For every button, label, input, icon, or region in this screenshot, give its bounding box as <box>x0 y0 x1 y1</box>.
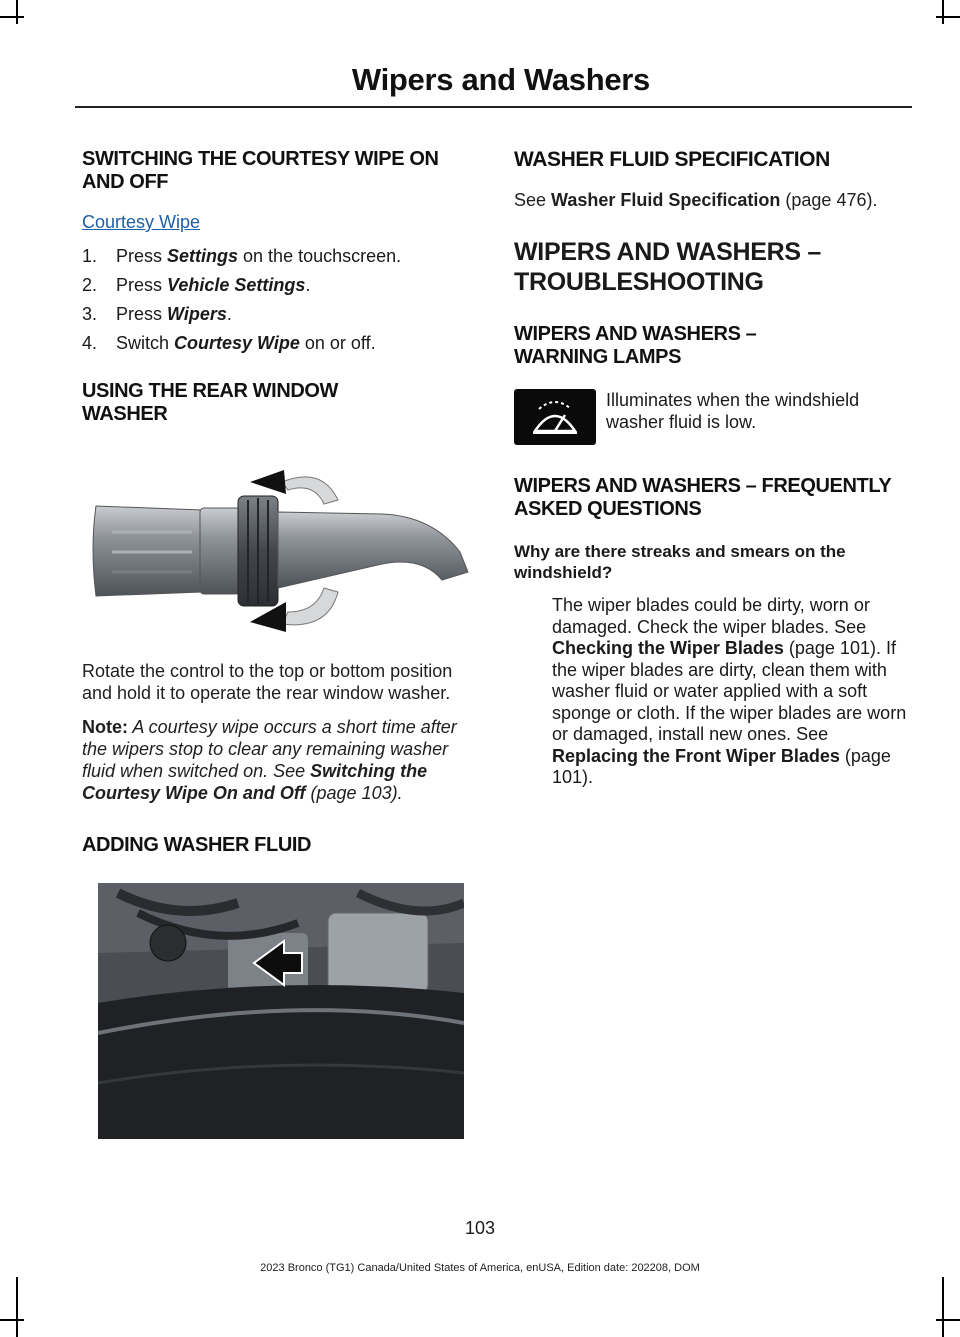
courtesy-steps-list <box>82 245 480 354</box>
fluid-spec-body: See Washer Fluid Specification (page 476). <box>514 190 878 210</box>
warning-lamp-description: Illuminates when the windshield washer fluid is low. <box>606 390 860 432</box>
crop-mark <box>0 0 24 18</box>
edition-info: 2023 Bronco (TG1) Canada/United States of America, enUSA, Edition date: 202208, DOM <box>260 1262 700 1274</box>
faq-question: Why are there streaks and smears on the windshield? <box>514 542 846 582</box>
left-column <box>82 148 480 1139</box>
troubleshooting-chapter <box>514 237 910 297</box>
courtesy-wipe-link[interactable]: Courtesy Wipe <box>82 212 201 232</box>
courtesy-note: Note: A courtesy wipe occurs a short time after the wipers stop to clear any remaining washer fluid when switched on. See Switching the Courtesy Wipe On and Off (page 103). <box>82 717 457 803</box>
right-column <box>514 148 910 789</box>
warning-lamps-heading: WIPERS AND WASHERS – WARNING LAMPS <box>514 323 757 368</box>
list-item: 2. Press Vehicle Settings. <box>82 275 311 295</box>
list-item: 1. Press Settings on the touchscreen. <box>82 246 402 266</box>
crop-mark <box>936 0 960 18</box>
page-number: 103 <box>464 1218 496 1238</box>
checking-blades-reference[interactable]: Checking the Wiper Blades <box>552 638 784 658</box>
engine-bay-illustration <box>98 883 464 1139</box>
faq-answer: The wiper blades could be dirty, worn or damaged. Check the wiper blades. See Checking the Wiper Blades (page 101). If the wiper blades are dirty, clean them with washer fluid or water applied with a soft sponge or cloth. If the wiper blades are worn or damaged, install new ones. See Replacing the Front Wiper Blades (page 101). <box>552 595 907 787</box>
wiper-stalk-illustration <box>82 452 480 638</box>
courtesy-note-reference[interactable]: Switching the Courtesy Wipe On and Off <box>82 761 428 803</box>
fluid-spec-reference[interactable]: Washer Fluid Specification <box>551 190 781 210</box>
washer-fluid-low-icon <box>514 389 596 445</box>
page-title: Wipers and Washers <box>351 62 650 97</box>
list-item: 3. Press Wipers. <box>82 304 232 324</box>
replacing-blades-reference[interactable]: Replacing the Front Wiper Blades <box>552 745 840 766</box>
troubleshooting-heading-line2: TROUBLESHOOTING <box>514 268 764 296</box>
rear-washer-body: Rotate the control to the top or bottom position and hold it to operate the rear window washer. <box>82 661 453 703</box>
rear-washer-heading: USING THE REAR WINDOW WASHER <box>82 380 339 425</box>
list-item: 4. Switch Courtesy Wipe on or off. <box>82 333 376 353</box>
faq-heading: WIPERS AND WASHERS – FREQUENTLY ASKED QUESTIONS <box>514 475 891 520</box>
courtesy-wipe-heading: SWITCHING THE COURTESY WIPE ON AND OFF <box>82 148 439 193</box>
crop-mark <box>936 1319 960 1337</box>
crop-mark <box>0 1319 24 1337</box>
adding-fluid-heading: ADDING WASHER FLUID <box>82 834 312 856</box>
troubleshooting-heading-line1: WIPERS AND WASHERS – <box>514 238 822 266</box>
title-divider <box>75 106 912 108</box>
fluid-spec-heading: WASHER FLUID SPECIFICATION <box>514 148 830 171</box>
warning-lamp-row <box>514 389 910 445</box>
